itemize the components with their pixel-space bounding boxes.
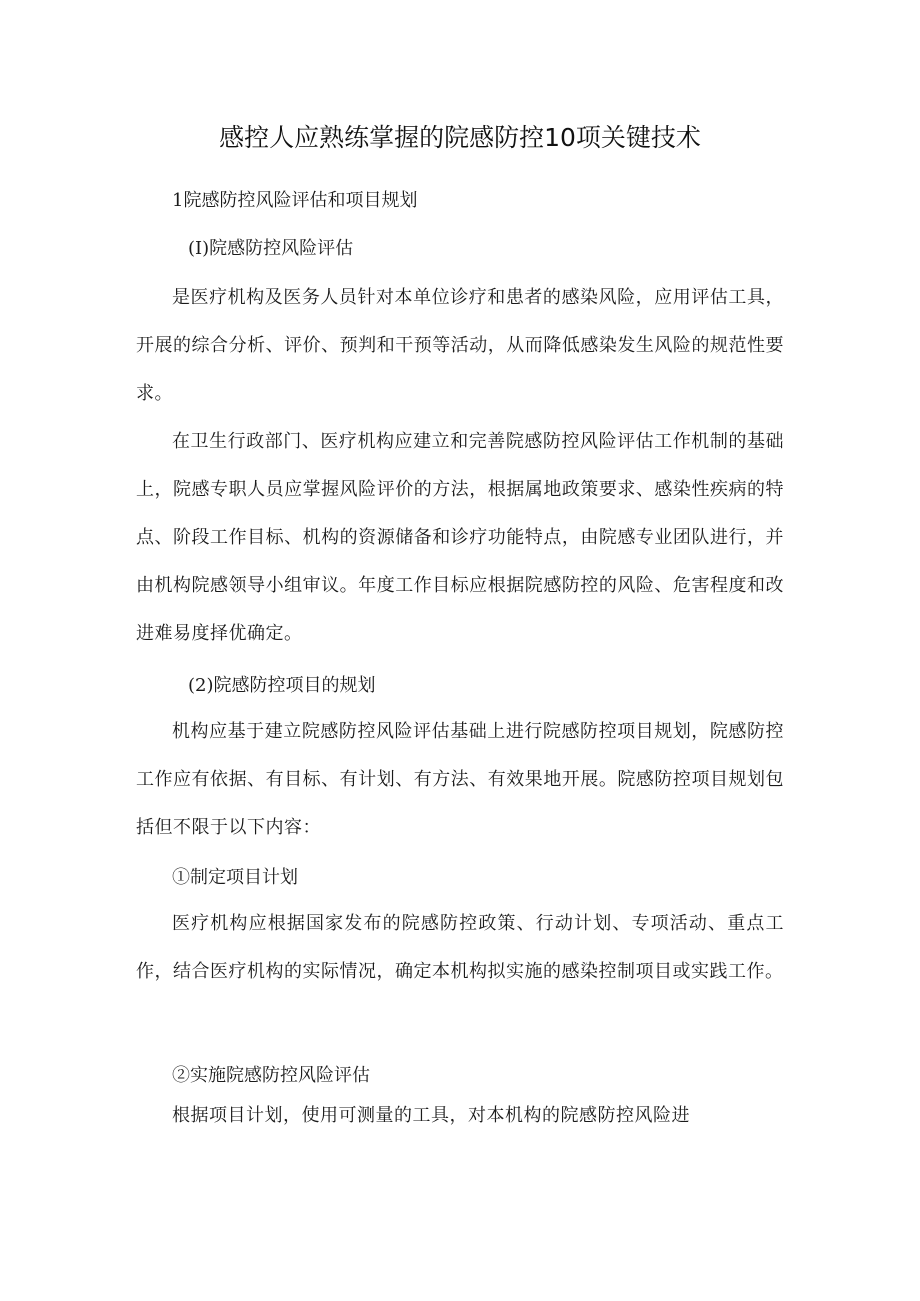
section-heading-1: 1院感防控风险评估和项目规划 bbox=[172, 190, 418, 211]
subsection-heading-project-planning: (2)院感防控项目的规划 bbox=[188, 675, 376, 696]
paragraph-project-planning: 机构应基于建立院感防控风险评估基础上进行院感防控项目规划，院感防控工作应有依据、有目标、有计划、有方法、有效果地开展。院感防控项目规划包括但不限于以下内容： bbox=[136, 721, 784, 838]
paragraph-risk-assessment-implementation: 根据项目计划，使用可测量的工具，对本机构的院感防控风险进 bbox=[172, 1105, 690, 1126]
paragraph-project-plan: 医疗机构应根据国家发布的院感防控政策、行动计划、专项活动、重点工作，结合医疗机构的实际情况，确定本机构拟实施的感染控制项目或实践工作。 bbox=[136, 913, 784, 982]
paragraph-risk-mechanism: 在卫生行政部门、医疗机构应建立和完善院感防控风险评估工作机制的基础上，院感专职人员应掌握风险评价的方法，根据属地政策要求、感染性疾病的特点、阶段工作目标、机构的资源储备和诊疗功能特点，由院感专业团队进行，并由机构院感领导小组审议。年度工作目标应根据院感防控的风险、危害程度和改进难易度择优确定。 bbox=[136, 431, 784, 644]
subsection-heading-risk-assessment: (I)院感防控风险评估 bbox=[188, 238, 354, 259]
item-heading-project-plan: ①制定项目计划 bbox=[172, 867, 298, 888]
paragraph-risk-definition: 是医疗机构及医务人员针对本单位诊疗和患者的感染风险，应用评估工具，开展的综合分析、评价、预判和干预等活动，从而降低感染发生风险的规范性要求。 bbox=[136, 287, 784, 404]
document-title: 感控人应熟练掌握的院感防控10项关键技术 bbox=[219, 123, 701, 152]
item-heading-risk-assessment: ②实施院感防控风险评估 bbox=[172, 1065, 370, 1086]
